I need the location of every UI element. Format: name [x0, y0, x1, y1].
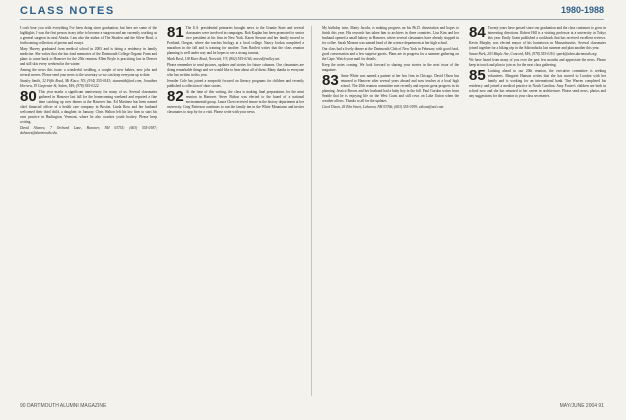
class-entry: [322, 74, 459, 104]
footer-left: 90 DARTMOUTH ALUMNI MAGAZINE: [20, 403, 107, 409]
contact-info: Susan Park, 203 Maple Ave, Concord, MA; (978) 555-0110; spark@alum.dartmouth.org.: [469, 52, 598, 56]
class-years: 1980-1988: [560, 5, 604, 15]
class-year-number: 82: [167, 88, 184, 105]
class-entry-text: This year marks a significant anniversary for many of us. Several classmates gathered in Hanover last fall for the homecoming weekend and reported a fine time catching up over dinner at the Hanover Inn. Ed Martinez has been named chief financial officer of a health care company in Boston. Linda Ross and her husband welcomed their third child, a daughter, in January. Chris Walton left his law firm to start his own practice in Burlington, Vermont, where he also coaches youth hockey. Please keep writing.: [20, 90, 157, 124]
class-entry: [20, 90, 157, 125]
paragraph: Our class had a lively dinner at the Dartmouth Club of New York in February with good food, good conversation and a few surprise guests. Plans are in progress for a summer gathering on the Cape. Watch your mail for details.: [322, 47, 459, 61]
class-year-number: 80: [20, 88, 37, 105]
column-4: [469, 26, 606, 398]
paragraph: Among the news this issue: a wonderful wedding, a couple of new babies, new jobs and several moves. Please send your news to the secretary so we can keep everyone up to date.: [20, 68, 157, 77]
class-entry-text: The U.S. presidential primaries brought news to the Granite State and several classmates were involved in campaigns. Rob Kaplan has been promoted to senior vice president at his firm in New York. Karen Stewart and her family moved to Portland, Oregon, where she teaches biology at a local college. Nancy Jordan completed a marathon in the fall and is training for another. Tom Bartlett writes that the class reunion planning is well under way and he hopes to see a strong turnout.: [167, 26, 304, 55]
contact-info: David Alvarez, 7 Orchard Lane, Hanover, NH 03755; (603) 555-0187; dalvarez@dartmouth.edu.: [20, 126, 157, 135]
footer-right: MAY/JUNE 2004 91: [559, 403, 604, 409]
paragraph: We have heard from many of you over the past few months and appreciate the news. Please keep in touch and plan to join us for the next class gathering.: [469, 58, 606, 67]
class-entry-text: At the time of this writing, the class is making final preparations for the mini reunion in Hanover. Steve Bolton was elected to the board of a national environmental group. Laura Chen received tenure in the history department at her university. Greg Patterson continues to run the family inn in the White Mountains and invites classmates to stop by for a visit. Please write with your news.: [167, 90, 304, 114]
class-year-number: 85: [469, 67, 486, 84]
paragraph: Jennifer Cole has joined a nonprofit focused on literacy programs for children and recently published a collection of short stories.: [167, 79, 304, 88]
header-rule: [20, 19, 604, 20]
page-header: [0, 0, 626, 22]
paragraph: Mary Harvey graduated from medical school in 2003 and is doing a residency in family medicine. She writes that she has fond memories of the Dartmouth College Organic Farm and plans to come back to Hanover for the 25th reunion. Ellen Boyle is practicing law in Denver and still skis every weekend in the winter.: [20, 47, 157, 66]
paragraph: Please remember to send pictures, updates and stories for future columns. Our classmates are doing remarkable things and we would like to hear about all of them. Many thanks to everyone who has written in this year.: [167, 63, 304, 77]
paragraph: I can't hear you with everything I've been doing since graduation, but here are some of the highlights. I was the first person in my tribe to become a surgeon and am currently working as a general surgeon in rural Alaska. I am also the author of The Shadow and the Silver Bowl, a forthcoming collection of poems and essays.: [20, 26, 157, 45]
class-entry-text: Anne White was named a partner at her law firm in Chicago. David Olson has returned to Hanover after several years abroad and now teaches at a local high school. The 20th reunion committee met recently and reports great progress in its planning. Jessica Brown and her husband had a baby boy in the fall. Paul Gordon writes from Seattle that he is enjoying life on the West Coast and still rows on Lake Union when the weather allows. Thanks to all for the updates.: [322, 74, 459, 103]
contact-info: Stanley Smith, 32 Fifth Road, Mt Kisco, NY; (914) 555-0143; stansmith@aol.com; Jonathan Herrera, 19 Carpenter St, Salem, MA; (978) 555-0122.: [20, 79, 157, 88]
column-2: [167, 26, 304, 398]
column-3: [322, 26, 459, 398]
class-year-number: 84: [469, 26, 486, 41]
class-entry: [167, 90, 304, 115]
class-year-number: 81: [167, 26, 184, 41]
column-1: [20, 26, 157, 398]
paragraph: My birthday twin, Marty Jacobs, is making progress on his Ph.D. dissertation and hopes to finish this year. His research has taken him to archives in three countries. Lisa Kim and her husband opened a small bakery in Hanover, where several classmates have already stopped in for coffee. Sarah Monroe was named head of the science department at her high school.: [322, 26, 459, 45]
section-title: CLASS NOTES: [20, 5, 115, 17]
class-entry: [469, 69, 606, 99]
class-entry: [167, 26, 304, 56]
contact-info: Carol Dixon, 45 Elm Street, Lebanon, NH 03766; (603) 555-0199; cdixon@aol.com.: [322, 105, 445, 109]
class-entry-text: Twenty years have passed since our graduation and the class continues to grow in interesting directions. Robert Hill is a visiting professor at a university in Tokyo this year. Emily Grant published a cookbook that has received excellent reviews. Kevin Murphy was elected mayor of his hometown in Massachusetts. Several classmates joined together for a hiking trip in the Adirondacks last summer and plan another this year.: [469, 26, 606, 50]
contact-info: Mark Reed, 118 River Road, Norwich, VT; (802) 555-0166; mreed@valley.net.: [167, 57, 281, 61]
class-entry: [469, 26, 606, 51]
class-entry-text: Looking ahead to our 20th reunion, the executive committee is seeking volunteers. Margaret Hanson writes that she has moved to London with her family and is working for an international bank. Tim Warren completed his residency and joined a medical practice in North Carolina. Amy Foster's children are both in school now and she has returned to her career in architecture. Please send news, photos and any suggestions for the reunion to your class secretaries.: [469, 69, 606, 98]
class-year-number: 83: [322, 72, 339, 89]
center-gutter: [311, 26, 312, 396]
paragraph: Keep the notes coming. We look forward to sharing your stories in the next issue of the magazine.: [322, 63, 459, 72]
